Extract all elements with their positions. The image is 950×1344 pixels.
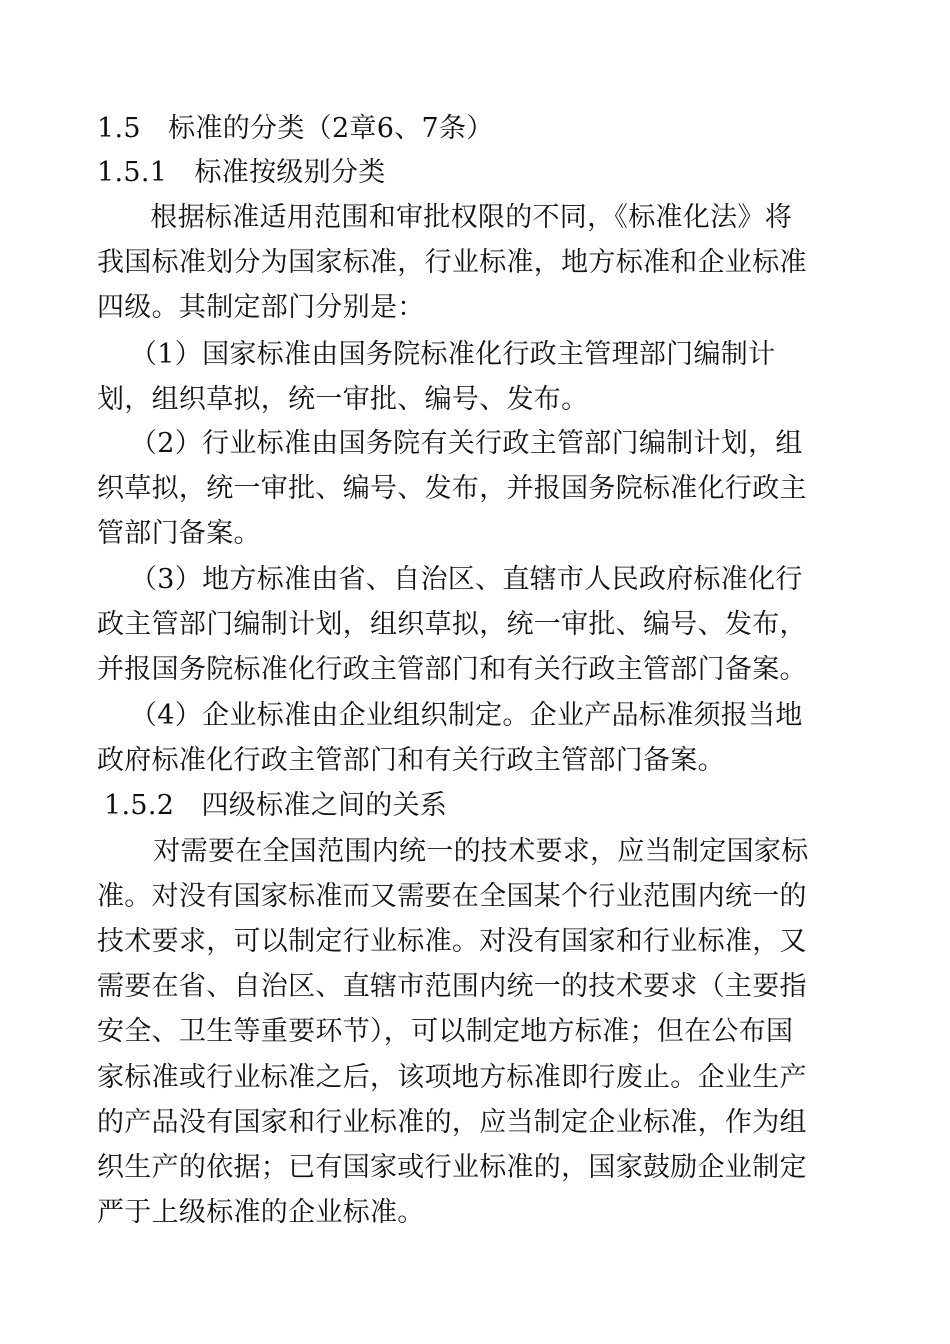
paragraph-line: 需要在省、自治区、直辖市范围内统一的技术要求（主要指	[97, 971, 807, 1002]
paragraph-line: 政主管部门编制计划，组织草拟，统一审批、编号、发布，	[97, 609, 807, 640]
section-heading-1-5-1: 1.5.1 标准按级别分类	[97, 157, 386, 188]
paragraph-line: 管部门备案。	[97, 518, 261, 549]
section-heading-1-5-2: 1.5.2 四级标准之间的关系	[104, 790, 448, 821]
paragraph-line: （1）国家标准由国务院标准化行政主管理部门编制计	[130, 339, 776, 370]
paragraph-line: 技术要求，可以制定行业标准。对没有国家和行业标准，又	[97, 926, 807, 957]
paragraph-line: 我国标准划分为国家标准，行业标准，地方标准和企业标准	[97, 247, 807, 278]
paragraph-line: 划，组织草拟，统一审批、编号、发布。	[97, 384, 589, 415]
paragraph-line: 安全、卫生等重要环节），可以制定地方标准；但在公布国	[97, 1016, 794, 1047]
paragraph-line: 严于上级标准的企业标准。	[97, 1197, 425, 1228]
paragraph-line: （2）行业标准由国务院有关行政主管部门编制计划，组	[130, 428, 803, 459]
paragraph-line: 四级。其制定部门分别是：	[97, 292, 425, 323]
paragraph-line: （4）企业标准由企业组织制定。企业产品标准须报当地	[130, 700, 803, 731]
paragraph-line: 对需要在全国范围内统一的技术要求，应当制定国家标	[126, 836, 809, 867]
paragraph-line: （3）地方标准由省、自治区、直辖市人民政府标准化行	[130, 564, 803, 595]
paragraph-line: 织草拟，统一审批、编号、发布，并报国务院标准化行政主	[97, 473, 807, 504]
paragraph-line: 家标准或行业标准之后，该项地方标准即行废止。企业生产	[97, 1062, 807, 1093]
section-heading-1-5: 1.5 标准的分类（2章6、7条）	[97, 113, 494, 144]
paragraph-line: 并报国务院标准化行政主管部门和有关行政主管部门备案。	[97, 654, 807, 685]
paragraph-line: 政府标准化行政主管部门和有关行政主管部门备案。	[97, 745, 725, 776]
paragraph-line: 织生产的依据；已有国家或行业标准的，国家鼓励企业制定	[97, 1152, 807, 1183]
paragraph-line: 的产品没有国家和行业标准的，应当制定企业标准，作为组	[97, 1107, 807, 1138]
paragraph-line: 准。对没有国家标准而又需要在全国某个行业范围内统一的	[97, 881, 807, 912]
paragraph-line: 根据标准适用范围和审批权限的不同，《标准化法》将	[123, 202, 792, 233]
